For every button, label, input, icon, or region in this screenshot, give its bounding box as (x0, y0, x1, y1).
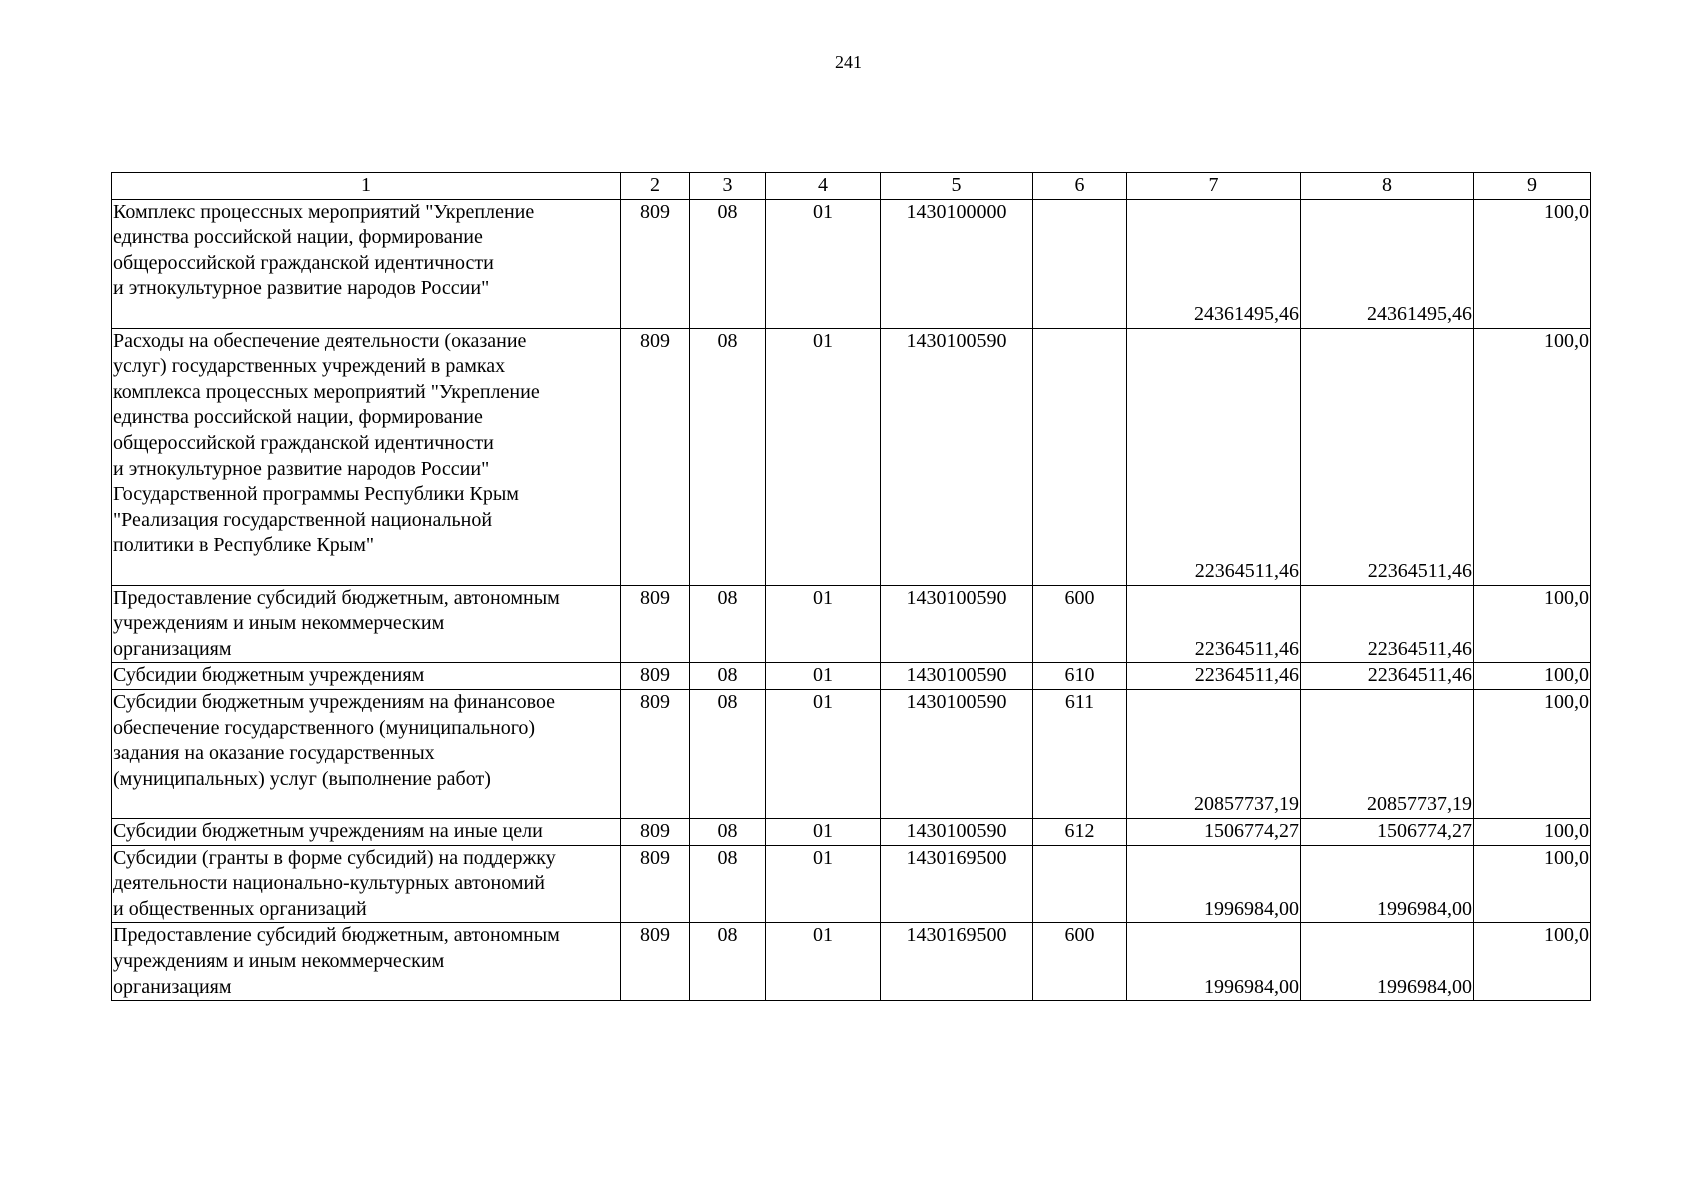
table-header-row (112, 173, 1591, 200)
table-row (112, 818, 1591, 845)
target-article-cell: 1430100590 (881, 328, 1033, 585)
executed-amount-cell: 1996984,00 (1301, 923, 1474, 1001)
column-header: 3 (690, 173, 766, 200)
target-article-cell: 1430100590 (881, 663, 1033, 690)
executed-amount-cell: 22364511,46 (1301, 328, 1474, 585)
executed-amount-cell: 22364511,46 (1301, 663, 1474, 690)
grbs-code-cell: 809 (621, 199, 690, 328)
expense-type-cell: 600 (1033, 923, 1127, 1001)
section-code-cell: 08 (690, 199, 766, 328)
execution-percent-cell: 100,0 (1474, 585, 1591, 663)
subsection-code-cell: 01 (766, 818, 881, 845)
target-article-cell: 1430169500 (881, 845, 1033, 923)
row-name-cell: Предоставление субсидий бюджетным, автономным учреждениям и иным некоммерческим организациям (112, 923, 621, 1001)
expense-type-cell (1033, 845, 1127, 923)
grbs-code-cell: 809 (621, 818, 690, 845)
expense-type-cell (1033, 328, 1127, 585)
budget-table (111, 172, 1591, 1001)
grbs-code-cell: 809 (621, 585, 690, 663)
execution-percent-cell: 100,0 (1474, 923, 1591, 1001)
table-row (112, 199, 1591, 328)
planned-amount-cell: 1506774,27 (1127, 818, 1301, 845)
grbs-code-cell: 809 (621, 328, 690, 585)
executed-amount-cell: 1996984,00 (1301, 845, 1474, 923)
section-code-cell: 08 (690, 923, 766, 1001)
planned-amount-cell: 1996984,00 (1127, 845, 1301, 923)
row-name-cell: Субсидии (гранты в форме субсидий) на поддержку деятельности национально-культурных автономий и общественных организаций (112, 845, 621, 923)
target-article-cell: 1430100590 (881, 689, 1033, 818)
column-header: 1 (112, 173, 621, 200)
executed-amount-cell: 20857737,19 (1301, 689, 1474, 818)
planned-amount-cell: 22364511,46 (1127, 663, 1301, 690)
planned-amount-cell: 22364511,46 (1127, 585, 1301, 663)
subsection-code-cell: 01 (766, 689, 881, 818)
executed-amount-cell: 24361495,46 (1301, 199, 1474, 328)
row-name-cell: Субсидии бюджетным учреждениям на финансовое обеспечение государственного (муниципального) задания на оказание государственных (муниципальных) услуг (выполнение работ) (112, 689, 621, 818)
table-row (112, 663, 1591, 690)
column-header: 6 (1033, 173, 1127, 200)
grbs-code-cell: 809 (621, 663, 690, 690)
section-code-cell: 08 (690, 663, 766, 690)
target-article-cell: 1430100000 (881, 199, 1033, 328)
target-article-cell: 1430169500 (881, 923, 1033, 1001)
execution-percent-cell: 100,0 (1474, 328, 1591, 585)
executed-amount-cell: 1506774,27 (1301, 818, 1474, 845)
column-header: 4 (766, 173, 881, 200)
planned-amount-cell: 1996984,00 (1127, 923, 1301, 1001)
execution-percent-cell: 100,0 (1474, 818, 1591, 845)
grbs-code-cell: 809 (621, 845, 690, 923)
row-name-cell: Комплекс процессных мероприятий "Укрепление единства российской нации, формирование общероссийской гражданской идентичности и этнокультурное развитие народов России" (112, 199, 621, 328)
expense-type-cell: 611 (1033, 689, 1127, 818)
planned-amount-cell: 20857737,19 (1127, 689, 1301, 818)
column-header: 9 (1474, 173, 1591, 200)
expense-type-cell: 610 (1033, 663, 1127, 690)
section-code-cell: 08 (690, 328, 766, 585)
subsection-code-cell: 01 (766, 585, 881, 663)
column-header: 5 (881, 173, 1033, 200)
table-row (112, 845, 1591, 923)
section-code-cell: 08 (690, 845, 766, 923)
target-article-cell: 1430100590 (881, 818, 1033, 845)
column-header: 2 (621, 173, 690, 200)
row-name-cell: Субсидии бюджетным учреждениям на иные цели (112, 818, 621, 845)
subsection-code-cell: 01 (766, 923, 881, 1001)
section-code-cell: 08 (690, 689, 766, 818)
subsection-code-cell: 01 (766, 845, 881, 923)
expense-type-cell: 612 (1033, 818, 1127, 845)
execution-percent-cell: 100,0 (1474, 689, 1591, 818)
execution-percent-cell: 100,0 (1474, 845, 1591, 923)
executed-amount-cell: 22364511,46 (1301, 585, 1474, 663)
row-name-cell: Расходы на обеспечение деятельности (оказание услуг) государственных учреждений в рамках комплекса процессных мероприятий "Укрепление единства российской нации, формирование общероссийской гражданской идентичности и этнокультурное развитие народов России" Государственной программы Республики Крым "Реализация государственной национальной политики в Республике Крым" (112, 328, 621, 585)
table-row (112, 328, 1591, 585)
section-code-cell: 08 (690, 818, 766, 845)
grbs-code-cell: 809 (621, 689, 690, 818)
expense-type-cell (1033, 199, 1127, 328)
execution-percent-cell: 100,0 (1474, 199, 1591, 328)
grbs-code-cell: 809 (621, 923, 690, 1001)
column-header: 8 (1301, 173, 1474, 200)
planned-amount-cell: 22364511,46 (1127, 328, 1301, 585)
expense-type-cell: 600 (1033, 585, 1127, 663)
planned-amount-cell: 24361495,46 (1127, 199, 1301, 328)
page-number: 241 (835, 52, 862, 72)
section-code-cell: 08 (690, 585, 766, 663)
subsection-code-cell: 01 (766, 663, 881, 690)
table-row (112, 689, 1591, 818)
target-article-cell: 1430100590 (881, 585, 1033, 663)
subsection-code-cell: 01 (766, 328, 881, 585)
execution-percent-cell: 100,0 (1474, 663, 1591, 690)
row-name-cell: Субсидии бюджетным учреждениям (112, 663, 621, 690)
table-row (112, 923, 1591, 1001)
column-header: 7 (1127, 173, 1301, 200)
table-row (112, 585, 1591, 663)
subsection-code-cell: 01 (766, 199, 881, 328)
row-name-cell: Предоставление субсидий бюджетным, автономным учреждениям и иным некоммерческим организациям (112, 585, 621, 663)
